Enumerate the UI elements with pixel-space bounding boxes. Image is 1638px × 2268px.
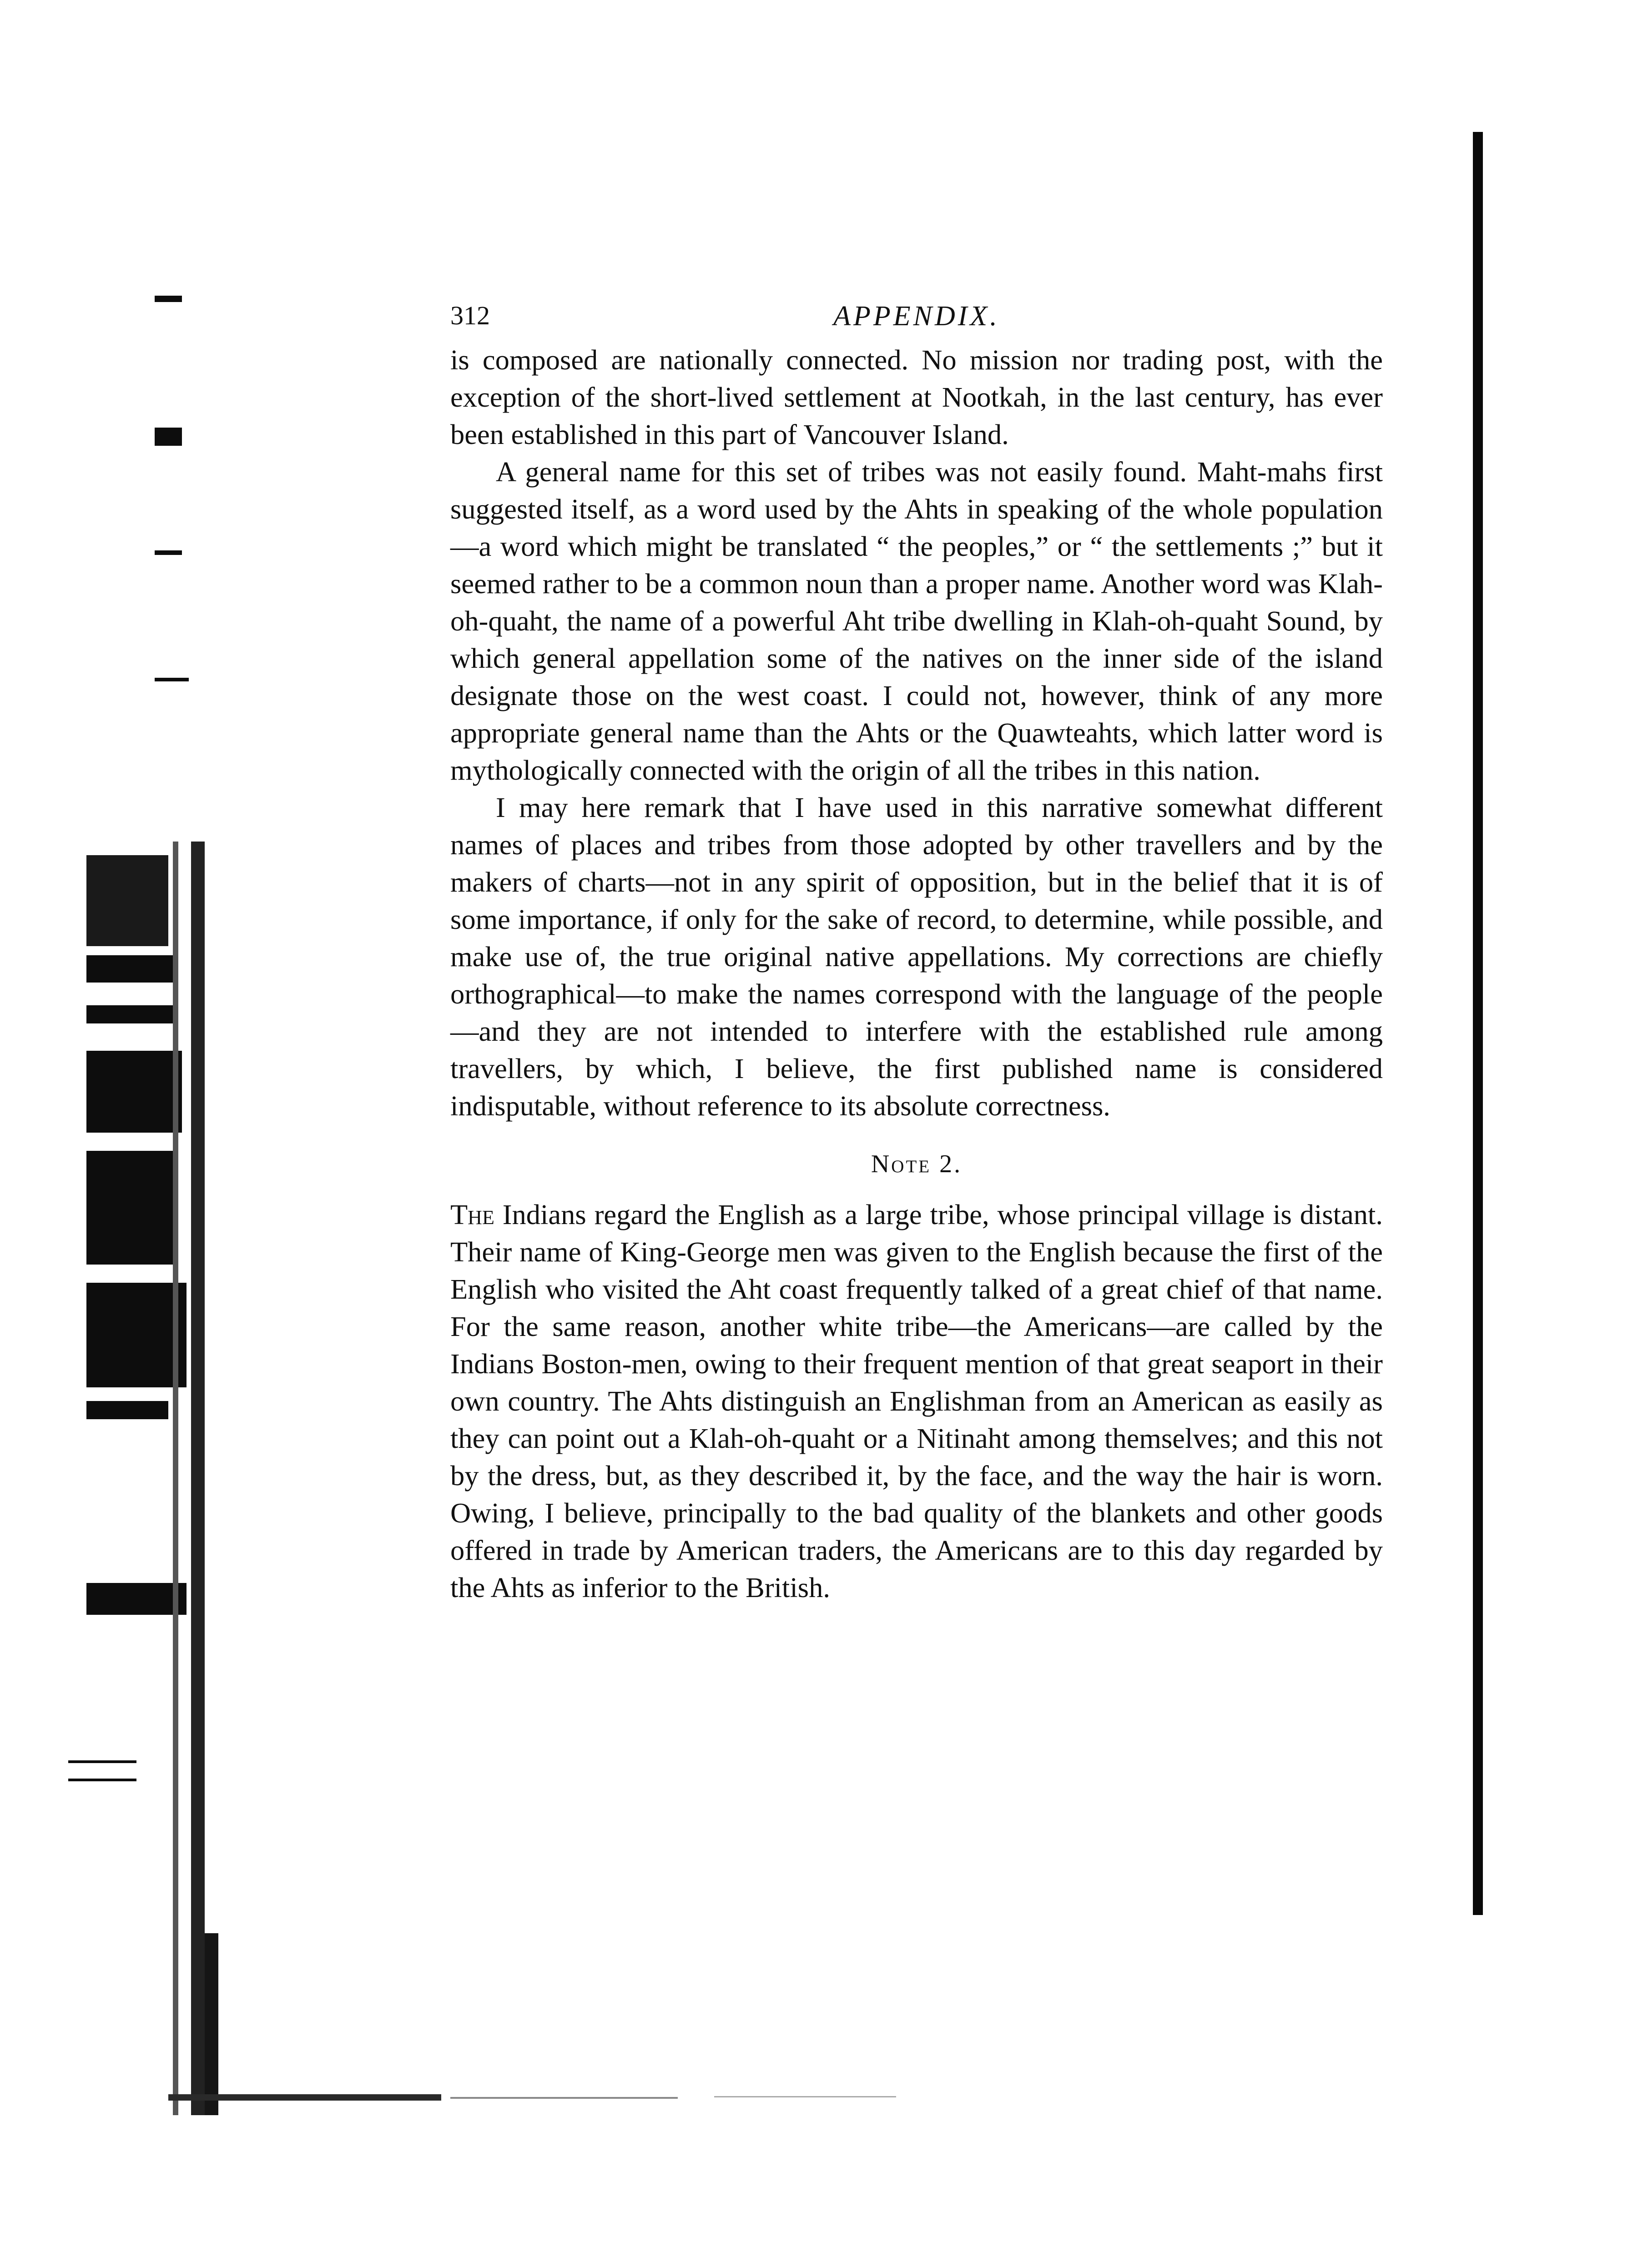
paragraph: is composed are nationally connected. No mission nor trading post, with the exception of the short-lived settlement at Nootkah, in the last century, has ever been established in this part of Vancouver Island. — [450, 344, 1383, 450]
note-paragraph — [450, 1196, 1383, 1606]
running-head — [450, 300, 1383, 341]
bottom-speckle-artifact — [168, 2088, 1533, 2106]
paragraph: A general name for this set of tribes was not easily found. Maht-mahs first suggested itself, as a word used by the Ahts in speaking of the whole population—a word which might be translated “ the peoples,” or “ the settlements ;” but it seemed rather to be a common noun than a proper name. Another word was Klah-oh-quaht, the name of a powerful Aht tribe dwelling in Klah-oh-quaht Sound, by which general appellation some of the natives on the inner side of the island designate those on the west coast. I could not, however, think of any more appropriate general name than the Ahts or the Quawteahts, which latter word is mythologically connected with the origin of all the tribes in this nation. — [450, 456, 1383, 786]
note-lead-word: The — [450, 1199, 494, 1230]
scan-margin-artifacts — [68, 296, 205, 2115]
page-number: 312 — [450, 301, 490, 330]
scan-right-edge-artifact — [1473, 132, 1483, 1915]
note-text: Indians regard the English as a large tribe, whose principal village is distant. Their name of King-George men was given to the English because the first of the English who visited the Aht coast frequently talked of a great chief of that name. For the same reason, another white tribe—the Americans—are called by the Indians Boston-men, owing to their frequent mention of that great seaport in their own country. The Ahts distinguish an Englishman from an American as easily as they can point out a Klah-oh-quaht or a Nitinaht among themselves; and this not by the dress, but, as they described it, by the face, and the way the hair is worn. Owing, I believe, principally to the bad quality of the blankets and other goods offered in trade by American traders, the Americans are to this day regarded by the Ahts as inferior to the British. — [450, 1199, 1383, 1603]
note-heading: Note 2. — [871, 1150, 963, 1178]
scan-bottom-edge-artifact — [168, 2088, 1533, 2106]
book-page — [450, 300, 1383, 1606]
body-text — [450, 341, 1383, 1606]
paragraph: I may here remark that I have used in this narrative somewhat different names of places and tribes from those adopted by other travellers and by the makers of charts—not in any spirit of opposition, but in the belief that it is of some importance, if only for the sake of record, to determine, while possible, and make use of, the true original native appellations. My corrections are chiefly orthographical—to make the names correspond with the language of the people—and they are not intended to interfere with the established rule among travellers, by which, I believe, the first published name is considered indisputable, without reference to its absolute correctness. — [450, 791, 1383, 1122]
running-title: APPENDIX. — [833, 301, 1000, 332]
